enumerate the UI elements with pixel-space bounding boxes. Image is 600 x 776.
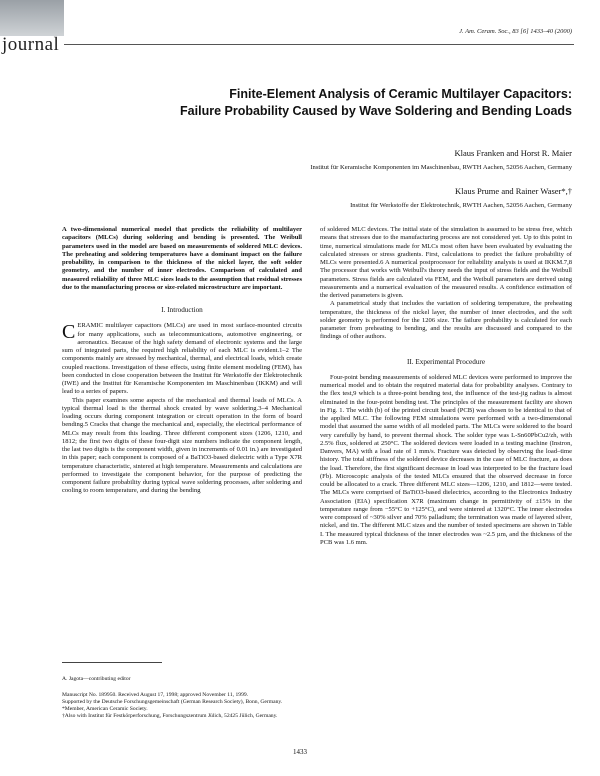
- affiliation-2: Institut für Werkstoffe der Elektrotechnik, RWTH Aachen, 52056 Aachen, Germany: [350, 202, 572, 209]
- intro-paragraph-2: This paper examines some aspects of the mechanical and thermal loads of MLCs. A typical thermal load is the thermal shock created by wave soldering.3–4 Mechanical loading occurs during component integration or circuit operation in the form of board bending.5 Cracks that change the mechanical and, especially, the electrical performance of MLCs may result from this loading. Three different component sizes (1206, 1210, and 1812; the first two digits of these four-digit size numbers indicate the component length, the last two digits is the component width, given in increments of 0.01 in.) are investigated in this paper; each component is composed of a BaTiO3-based dielectric with a Type X7R temperature characteristic, sintered at high temperature. Measurements and calculations are performed to investigate the component behavior, for the purpose of predicting the component failure probability during typical wave soldering processes, after soldering and cooling to room temperature, and during the bending: [62, 396, 302, 495]
- paper-title: [80, 86, 572, 120]
- author-group-2: Klaus Prume and Rainer Waser*,†: [455, 186, 572, 196]
- left-column: [62, 226, 302, 496]
- drop-cap: C: [62, 321, 76, 344]
- title-line-2: Failure Probability Caused by Wave Soldering and Bending Loads: [180, 104, 572, 118]
- affiliation-1: Institut für Keramische Komponenten im Maschinenbau, RWTH Aachen, 52056 Aachen, Germany: [310, 164, 572, 171]
- right-column: [320, 226, 572, 547]
- header-rule: [64, 44, 574, 45]
- footnote-3: *Member, American Ceramic Society.: [62, 706, 148, 712]
- footnotes: [62, 692, 302, 720]
- author-group-1: Klaus Franken and Horst R. Maier: [454, 148, 572, 158]
- footnote-editor: A. Jagota—contributing editor: [62, 676, 131, 682]
- intro-paragraph-1: C ERAMIC multilayer capacitors (MLCs) are used in most surface-mounted circuits for many applications, such as telecommunications, automotive engineering, or aeronautics. Because of the high safety demand of electronic systems and the large sum of integrated parts, the required high reliability of each MLC is evident.1–2 The components mainly are stressed by mechanical, thermal, and electrical loads, which create coupled reactions. Investigation of these effects, using finite element modeling (FEM), has been conducted in close cooperation between the Institut für Werkstoffe der Elektrotechnik (IWE) and the Institut für Keramische Komponenten im Maschinenbau (IKKM) and will lead to a series of papers.: [62, 321, 302, 396]
- intro-heading: I. Introduction: [161, 306, 203, 314]
- page-number: 1433: [293, 748, 307, 756]
- journal-header: [0, 0, 600, 54]
- citation: J. Am. Ceram. Soc., 83 [6] 1433–40 (2000): [459, 28, 572, 35]
- footnote-4: †Also with Institut für Festkörperforschung, Forschungszentrum Jülich, 52425 Jülich, Germany.: [62, 713, 278, 719]
- journal-logo: [0, 0, 64, 55]
- footnote-1: Manuscript No. 189950. Received August 17, 1998; approved November 11, 1999.: [62, 692, 249, 698]
- right-paragraph-2: A parametrical study that includes the variation of soldering temperature, the preheating temperature, the thickness of the nickel layer, the number of inner electrodes, and the soft solder geometry is performed for the 1206 size. The failure probability is calculated for each parameter from preheating to bending, and the results are discussed and compared to the findings of other authors.: [320, 300, 572, 341]
- experimental-heading: II. Experimental Procedure: [406, 357, 486, 366]
- title-line-1: Finite-Element Analysis of Ceramic Multilayer Capacitors:: [229, 87, 572, 101]
- logo-band: [0, 0, 64, 36]
- logo-word: journal: [2, 34, 60, 55]
- footnote-2: Supported by the Deutsche Forschungsgemeinschaft (German Research Society), Bonn, Germany.: [62, 699, 283, 705]
- footnote-rule: [62, 662, 162, 663]
- abstract: A two-dimensional numerical model that predicts the reliability of multilayer capacitors (MLCs) during soldering and bending is presented. The Weibull parameters used in the model are based on measurements of soldered MLC devices. The preheating and soldering temperatures have a dominant impact on the failure probability, in comparison to the thickness of the nickel layer, the soft solder geometry, and the number of inner electrodes. Comparison of calculated and measured reliability of three MLC sizes leads to the assumption that residual stresses due to the manufacturing process or size-related microstructure are important.: [62, 226, 302, 291]
- right-paragraph-1: of soldered MLC devices. The initial state of the simulation is assumed to be stress free, which means that stresses due to the manufacturing process are not considered yet. Up to this point in time, numerical simulations made for MLCs most often have been evaluated by evaluating the calculated stresses or stress gradients. First, calculations to predict the failure probability of MLCs were presented.6 A numerical postprocessor for reliability analysis is used at IKKM.7,8 The processor that works with Weibull's theory needs the input of stress fields and the Weibull parameters. Stress fields are calculated via FEM, and the Weibull parameters are derived using measurements and a numerical evaluation of the measured results. A confidence estimation of the derived parameters is given.: [320, 226, 572, 299]
- experimental-paragraph-1: Four-point bending measurements of soldered MLC devices were performed to improve the numerical model and to obtain the required material data for probability analyses. Contrary to the flex test,9 which is a three-point bending test, the influence of the test-jig radius is almost eliminated in the four-point bending test. The principles of the measurement facility are shown in Fig. 1. The width (b) of the printed circuit board (PCB) was chosen to be identical to that of the applied MLC. The following FEM simulations were performed with a two-dimensional model that assumed the same width of all modeled parts. The MLCs were soldered to the board very carefully by hand, to prevent thermal shock. The solder type was L-Sn60PbCu2/zh, with 2.5% flux, soldered at 250°C. The soldered devices were loaded in a testing machine (Instron, Danvers, MA) with a load rate of 1 mm/s. Fracture was detected by observing the load–time history. The total stiffness of the soldered device decreases in the case of MLC fracture, as does the load. Therefore, the first significant decrease in load was interpreted to be the fracture load (Fb). Microscopic analysis of the tested MLCs ensured that the observed decrease in force could be allocated to a crack. Three different MLC sizes—1206, 1210, and 1812—were tested. The MLCs were comprised of BaTiO3-based dielectrics, according to the Electronics Industry Association (EIA) specification X7R (maximum change in permittivity of ±15% in the temperature range from −55°C to +125°C), and were sintered at 1320°C. The inner electrodes were composed of ~30% silver and 70% palladium; the termination was made of layered silver, nickel, and tin. The different MLC sizes and the number of tested specimens are shown in Table I. The measured typical thickness of the inner electrodes was ~2.5 µm, and the thickness of the PCB was 1.6 mm.: [320, 373, 572, 546]
